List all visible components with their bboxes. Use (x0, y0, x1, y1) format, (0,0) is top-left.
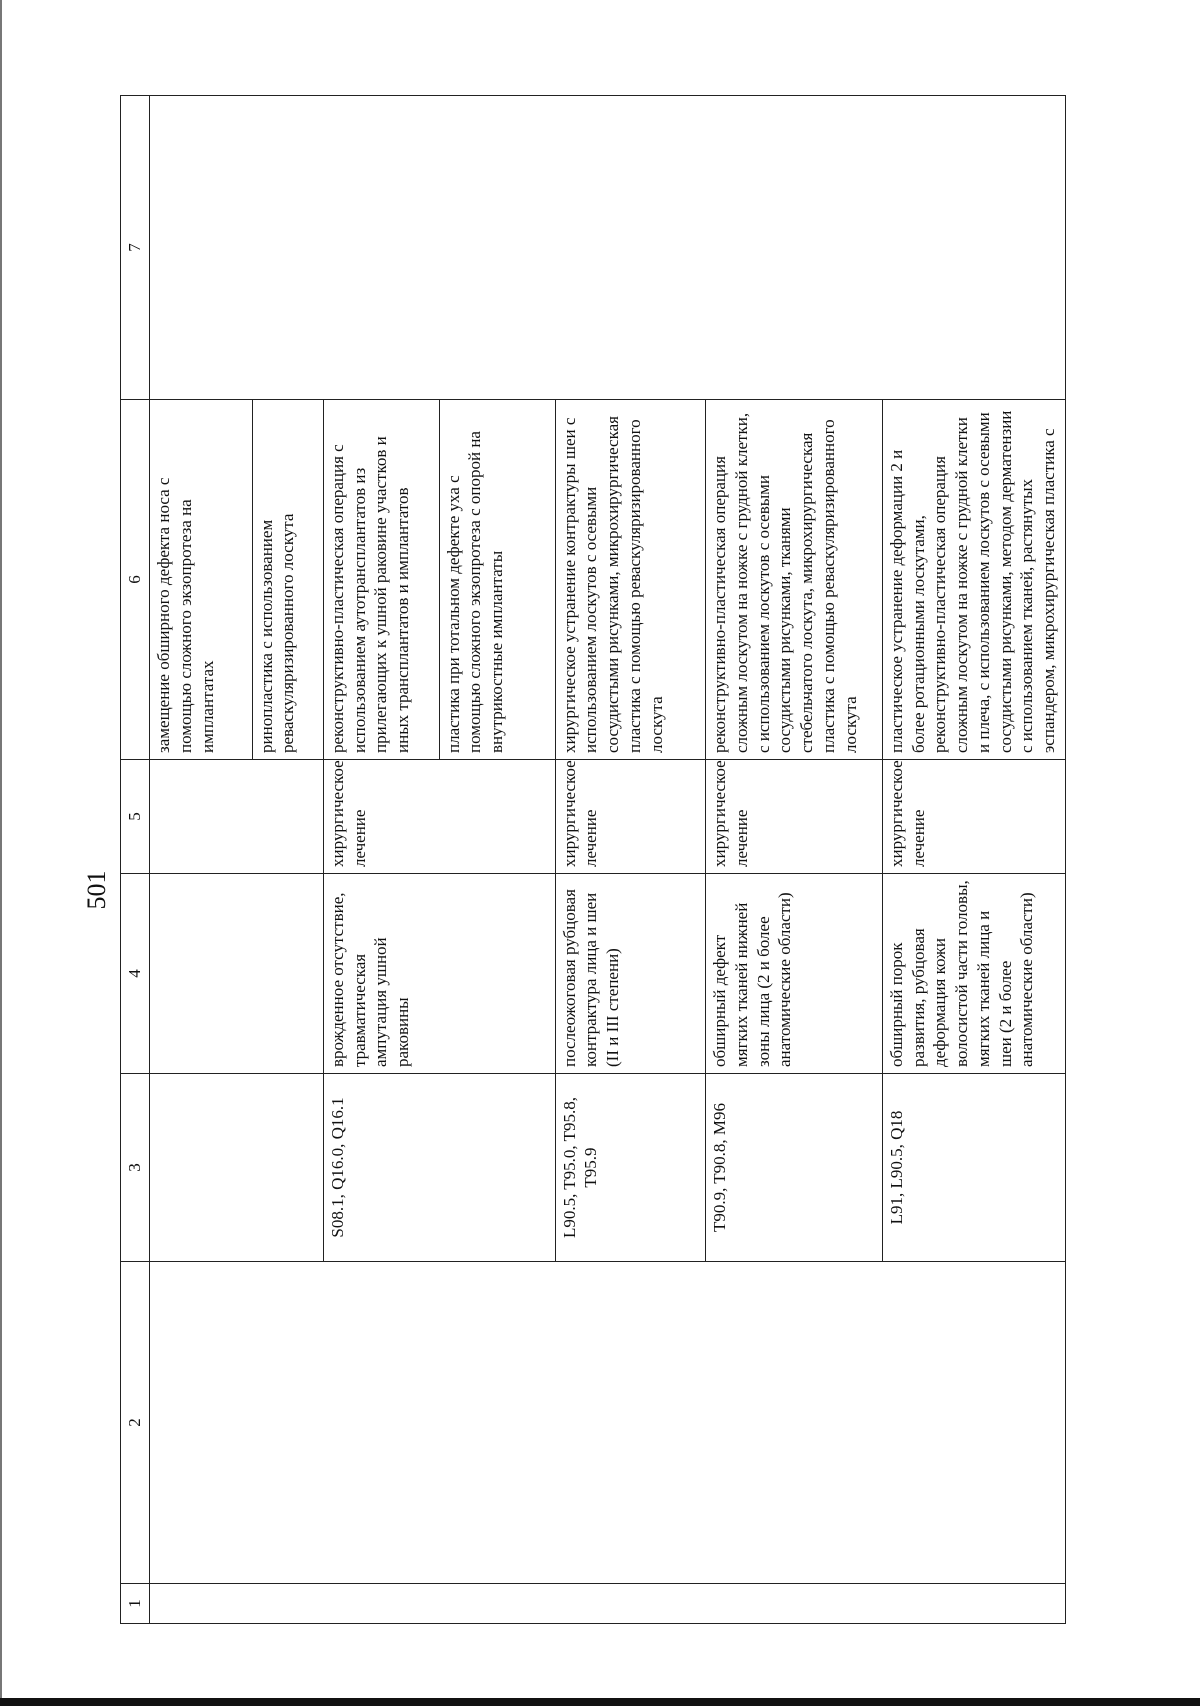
treatment-cell: хирургическое лечение (882, 760, 1065, 874)
column-header-7: 7 (121, 96, 150, 400)
code-cell: S08.1, Q16.0, Q16.1 (323, 1074, 555, 1262)
treatment-cell: хирургическое лечение (323, 760, 555, 874)
code-cell: T90.9, T90.8, M96 (706, 1074, 883, 1262)
column-header-4: 4 (121, 874, 150, 1074)
table-row (150, 96, 253, 1624)
method-cell: ринопластика с использованием реваскуляризированного лоскута (252, 400, 323, 760)
treatment-cell (150, 760, 253, 874)
method-cell: замещение обширного дефекта носа с помощью сложного экзопротеза на имплантатах (150, 400, 253, 760)
col2-cell (150, 1262, 1066, 1584)
method-cell: пластическое устранение деформации 2 и более ротационными лоскутами, реконструктивно-пластическая операция сложным лоскутом на ножке с грудной клетки и плеча, с использованием лоскутов с осевыми сосудистыми рисунками, методом дерматензии с использованием тканей, растянутых эспандером, микрохирургическая пластика с (882, 400, 1065, 760)
page-number: 501 (82, 870, 111, 910)
treatment-cell (252, 760, 323, 874)
method-cell: пластика при тотальном дефекте уха с помощью сложного экзопротеза с опорой на внутрикостные имплантаты (439, 400, 555, 760)
treatment-cell: хирургическое лечение (706, 760, 883, 874)
scan-bottom-edge (0, 1698, 1200, 1706)
diagnosis-cell: врожденное отсутствие, травматическая ампутация ушной раковины (323, 874, 555, 1074)
code-cell (150, 1074, 253, 1262)
column-header-5: 5 (121, 760, 150, 874)
diagnosis-cell: обширный порок развития, рубцовая деформация кожи волосистой части головы, мягких тканей лица и шеи (2 и более анатомические области) (882, 874, 1065, 1074)
method-cell: хирургическое устранение контрактуры шеи с использованием лоскутов с осевыми сосудистыми рисунками, микрохирургическая пластика с помощью реваскуляризированного лоскута (555, 400, 705, 760)
code-cell: L91, L90.5, Q18 (882, 1074, 1065, 1262)
col1-cell (150, 1584, 1066, 1624)
col7-cell (150, 96, 1066, 400)
medical-care-table (120, 95, 1066, 1624)
diagnosis-cell: послеожоговая рубцовая контрактура лица и шеи (II и III степени) (555, 874, 705, 1074)
header-row (121, 96, 150, 1624)
treatment-cell: хирургическое лечение (555, 760, 705, 874)
method-cell: реконструктивно-пластическая операция сложным лоскутом на ножке с грудной клетки, с использованием лоскутов с осевыми сосудистыми рисунками, тканями стебельчатого лоскута, микрохирургическая пластика с помощью реваскуляризированного лоскута (706, 400, 883, 760)
diagnosis-cell: обширный дефект мягких тканей нижней зоны лица (2 и более анатомические области) (706, 874, 883, 1074)
column-header-2: 2 (121, 1262, 150, 1584)
column-header-3: 3 (121, 1074, 150, 1262)
method-cell: реконструктивно-пластическая операция с использованием аутотрансплантатов из прилегающих к ушной раковине участков и иных трансплантатов и имплантатов (323, 400, 439, 760)
code-cell: L90.5, T95.0, T95.8, T95.9 (555, 1074, 705, 1262)
diagnosis-cell (150, 874, 253, 1074)
diagnosis-cell (252, 874, 323, 1074)
column-header-6: 6 (121, 400, 150, 760)
column-header-1: 1 (121, 1584, 150, 1624)
code-cell (252, 1074, 323, 1262)
